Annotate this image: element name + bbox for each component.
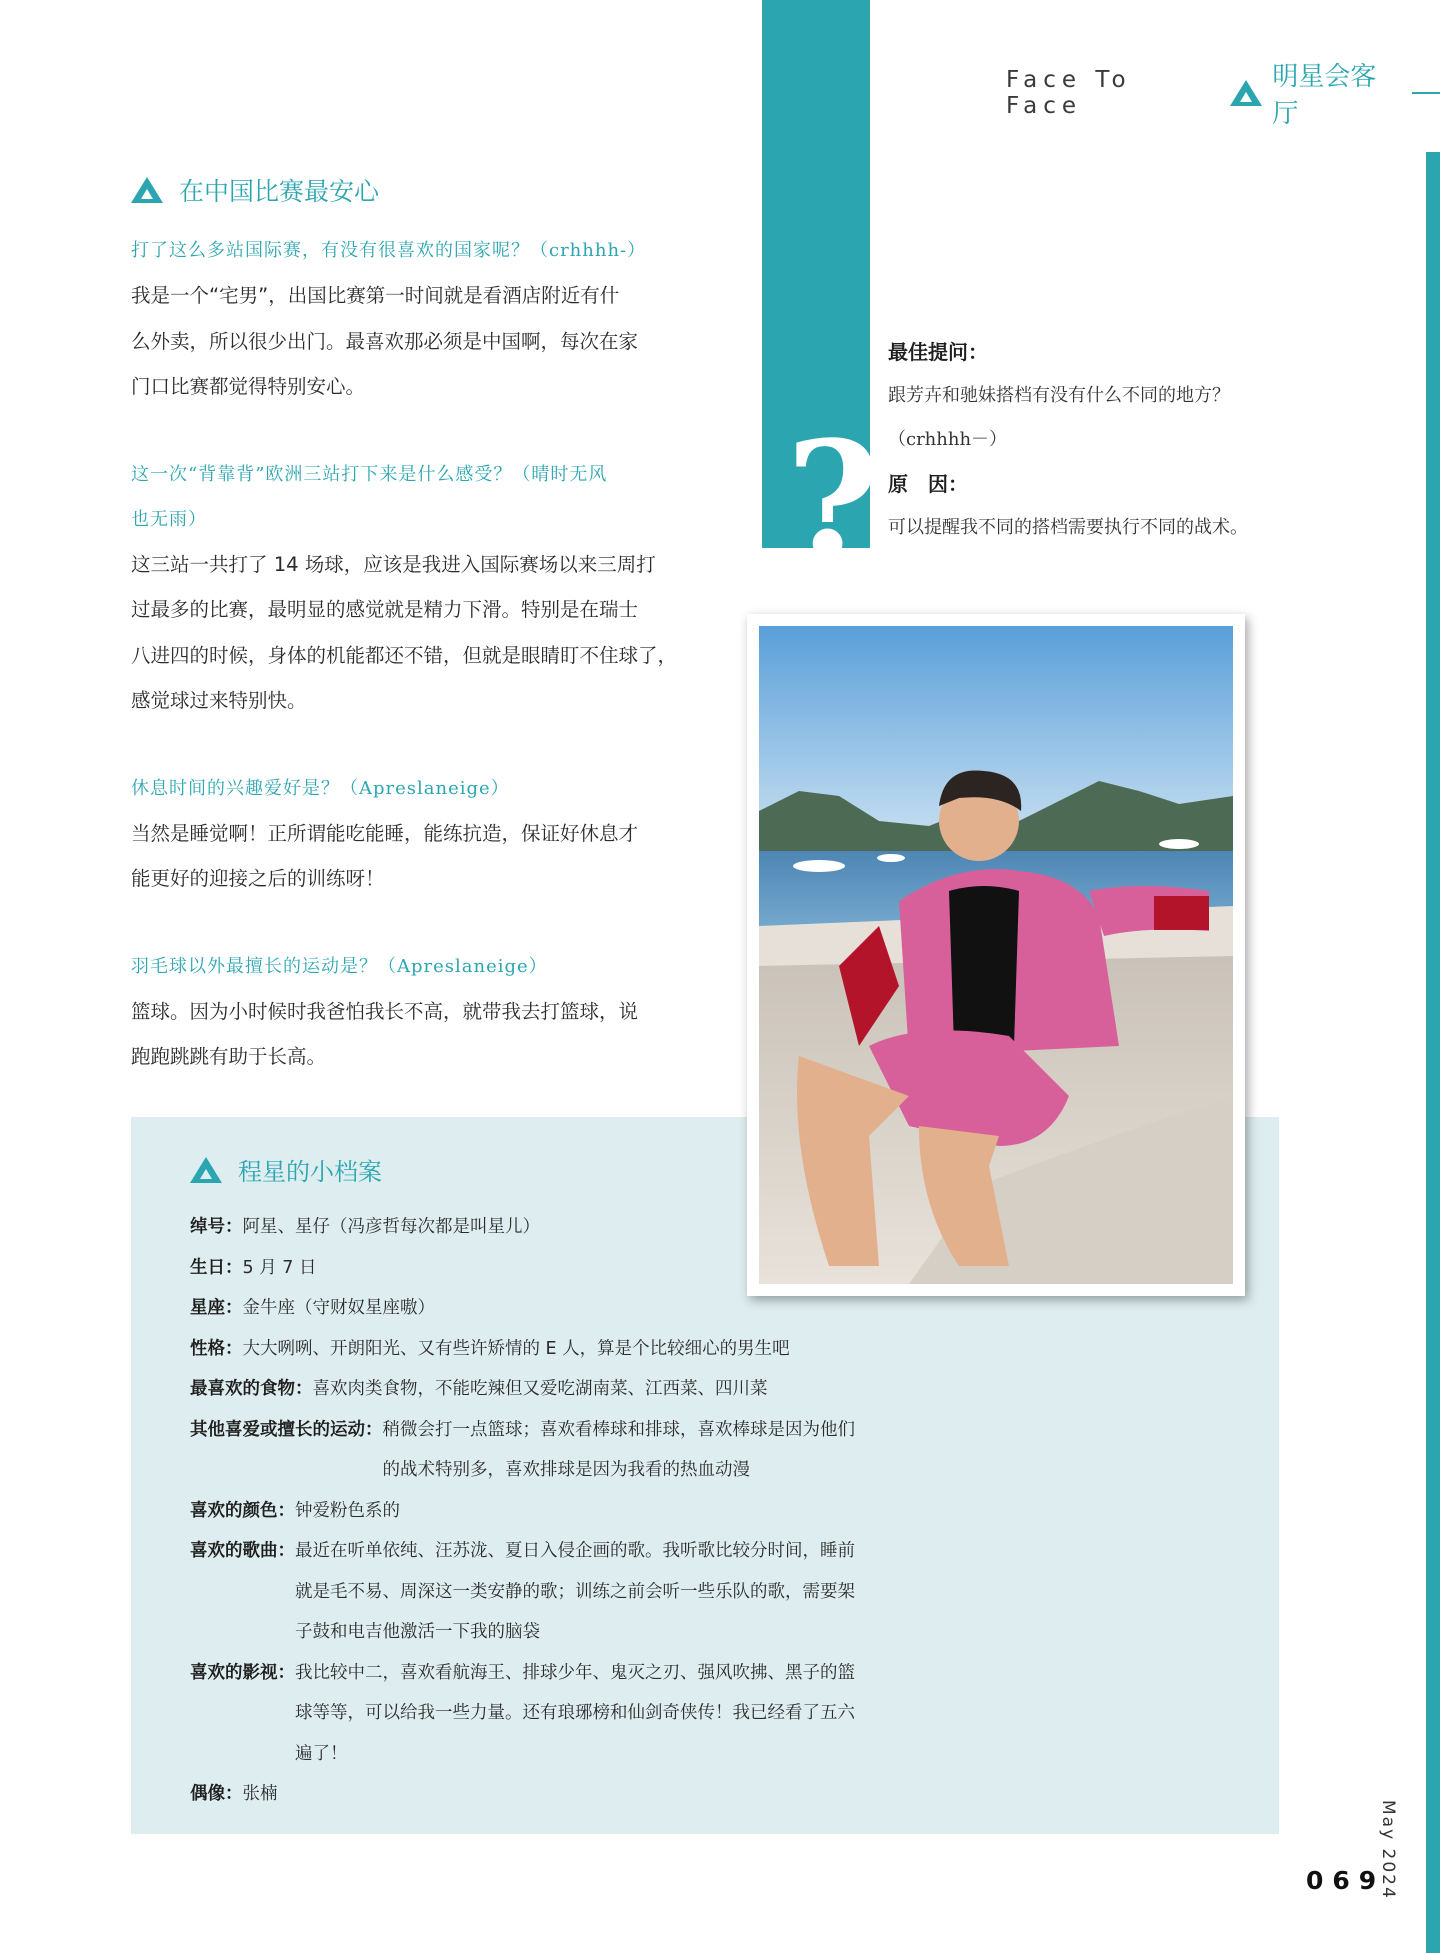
profile-row <box>190 1410 910 1491</box>
question-2-line: 也无雨） <box>131 508 207 530</box>
best-question-label: 最佳提问： <box>888 340 988 364</box>
profile-value <box>243 1329 911 1370</box>
profile-value-line: 稍微会打一点篮球；喜欢看棒球和排球，喜欢棒球是因为他们 <box>382 1419 855 1440</box>
profile-value <box>383 1410 911 1491</box>
profile-value-line: 就是毛不易、周深这一类安静的歌；训练之前会听一些乐队的歌，需要架 <box>295 1581 855 1602</box>
profile-label: 喜欢的歌曲： <box>190 1541 295 1561</box>
profile-label: 偶像： <box>190 1784 243 1804</box>
page-number: 069 <box>1306 1866 1386 1895</box>
profile-value-line: 的战术特别多，喜欢排球是因为我看的热血动漫 <box>382 1460 750 1480</box>
profile-value-line: 球等等，可以给我一些力量。还有琅琊榜和仙剑奇侠传！我已经看了五六 <box>295 1703 855 1723</box>
answer-2-line: 八进四的时候，身体的机能都还不错，但就是眼睛盯不住球了， <box>131 643 678 667</box>
profile-row <box>190 1531 910 1653</box>
profile-label: 星座： <box>190 1298 243 1318</box>
profile-row <box>190 1491 910 1532</box>
header-rule <box>1412 92 1440 94</box>
profile-value-line: 子鼓和电吉他激活一下我的脑袋 <box>295 1622 540 1642</box>
qa-section <box>131 172 701 1080</box>
profile-value-line: 大大咧咧、开朗阳光、又有些许矫情的 E 人，算是个比较细心的男生吧 <box>242 1338 790 1359</box>
answer-4-line: 跑跑跳跳有助于长高。 <box>131 1045 327 1068</box>
profile-value-line: 张楠 <box>242 1784 278 1804</box>
profile-value <box>295 1653 910 1775</box>
answer-2-line: 感觉球过来特别快。 <box>131 689 307 712</box>
profile-value <box>295 1491 910 1532</box>
header-chinese: 明星会客厅 <box>1272 62 1377 129</box>
best-question-block <box>888 330 1328 550</box>
profile-value-line: 钟爱粉色系的 <box>295 1500 400 1521</box>
answer-1-line: 门口比赛都觉得特别安心。 <box>131 375 366 398</box>
profile-label: 最喜欢的食物： <box>190 1379 313 1399</box>
answer-2-line: 这三站一共打了 14 场球，应该是我进入国际赛场以来三周打 <box>131 552 656 576</box>
issue-date: May 2024 <box>1378 1800 1398 1900</box>
question-2-line: 这一次“背靠背”欧洲三站打下来是什么感受？（晴时无风 <box>131 463 608 485</box>
profile-value-line: 最近在听单依纯、汪苏泷、夏日入侵企画的歌。我听歌比较分时间，睡前 <box>295 1541 855 1561</box>
triangle-icon <box>1230 80 1262 106</box>
profile-value-line: 金牛座（守财奴星座嗷） <box>242 1298 435 1318</box>
answer-1-line: 么外卖，所以很少出门。最喜欢那必须是中国啊，每次在家 <box>131 329 639 353</box>
profile-row <box>190 1653 910 1775</box>
profile-label: 绰号： <box>190 1217 243 1237</box>
profile-value <box>295 1531 910 1653</box>
profile-value <box>313 1369 911 1410</box>
reason-text: 可以提醒我不同的搭档需要执行不同的战术。 <box>888 517 1248 538</box>
profile-value-line: 遍了！ <box>295 1743 348 1764</box>
profile-label: 其他喜爱或擅长的运动： <box>190 1419 383 1440</box>
triangle-icon <box>131 177 163 203</box>
answer-4-line: 篮球。因为小时候时我爸怕我长不高，就带我去打篮球，说 <box>131 999 639 1023</box>
answer-2-line: 过最多的比赛，最明显的感觉就是精力下滑。特别是在瑞士 <box>131 598 639 621</box>
header-english: Face To Face <box>1006 67 1132 119</box>
profile-label: 喜欢的颜色： <box>190 1500 295 1521</box>
profile-value-line: 喜欢肉类食物，不能吃辣但又爱吃湖南菜、江西菜、四川菜 <box>312 1379 768 1399</box>
triangle-icon <box>190 1157 222 1183</box>
right-edge-bar <box>1426 152 1440 1953</box>
profile-title: 程星的小档案 <box>238 1158 382 1186</box>
profile-label: 喜欢的影视： <box>190 1662 295 1683</box>
profile-value-line: 5 月 7 日 <box>242 1257 317 1278</box>
profile-value-line: 阿星、星仔（冯彦哲每次都是叫星儿） <box>242 1217 540 1237</box>
profile-value <box>243 1774 911 1815</box>
answer-1-line: 我是一个“宅男”，出国比赛第一时间就是看酒店附近有什 <box>131 284 620 307</box>
question-4: 羽毛球以外最擅长的运动是？（Apreslaneige） <box>131 955 548 977</box>
question-3: 休息时间的兴趣爱好是？（Apreslaneige） <box>131 777 510 799</box>
qa-title-row <box>131 172 701 208</box>
profile-row <box>190 1329 910 1370</box>
profile-label: 生日： <box>190 1257 243 1278</box>
profile-rows <box>190 1207 910 1815</box>
profile-row <box>190 1774 910 1815</box>
question-mark-icon: ? <box>786 406 880 594</box>
profile-label: 性格： <box>190 1338 243 1359</box>
player-photo <box>747 614 1245 1296</box>
best-question-asker: （crhhhh－） <box>888 429 1008 450</box>
profile-row <box>190 1369 910 1410</box>
photo-illustration <box>759 626 1233 1284</box>
qa-title: 在中国比赛最安心 <box>179 177 380 206</box>
reason-label: 原 因： <box>888 472 968 496</box>
best-question-text: 跟芳卉和驰妹搭档有没有什么不同的地方？ <box>888 385 1230 406</box>
question-1: 打了这么多站国际赛，有没有很喜欢的国家呢？（crhhhh-） <box>131 240 647 261</box>
profile-value-line: 我比较中二，喜欢看航海王、排球少年、鬼灭之刃、强风吹拂、黑子的篮 <box>295 1662 855 1683</box>
answer-3-line: 当然是睡觉啊！正所谓能吃能睡，能练抗造，保证好休息才 <box>131 821 639 845</box>
answer-3-line: 能更好的迎接之后的训练呀！ <box>131 867 385 890</box>
section-header <box>1006 62 1440 129</box>
